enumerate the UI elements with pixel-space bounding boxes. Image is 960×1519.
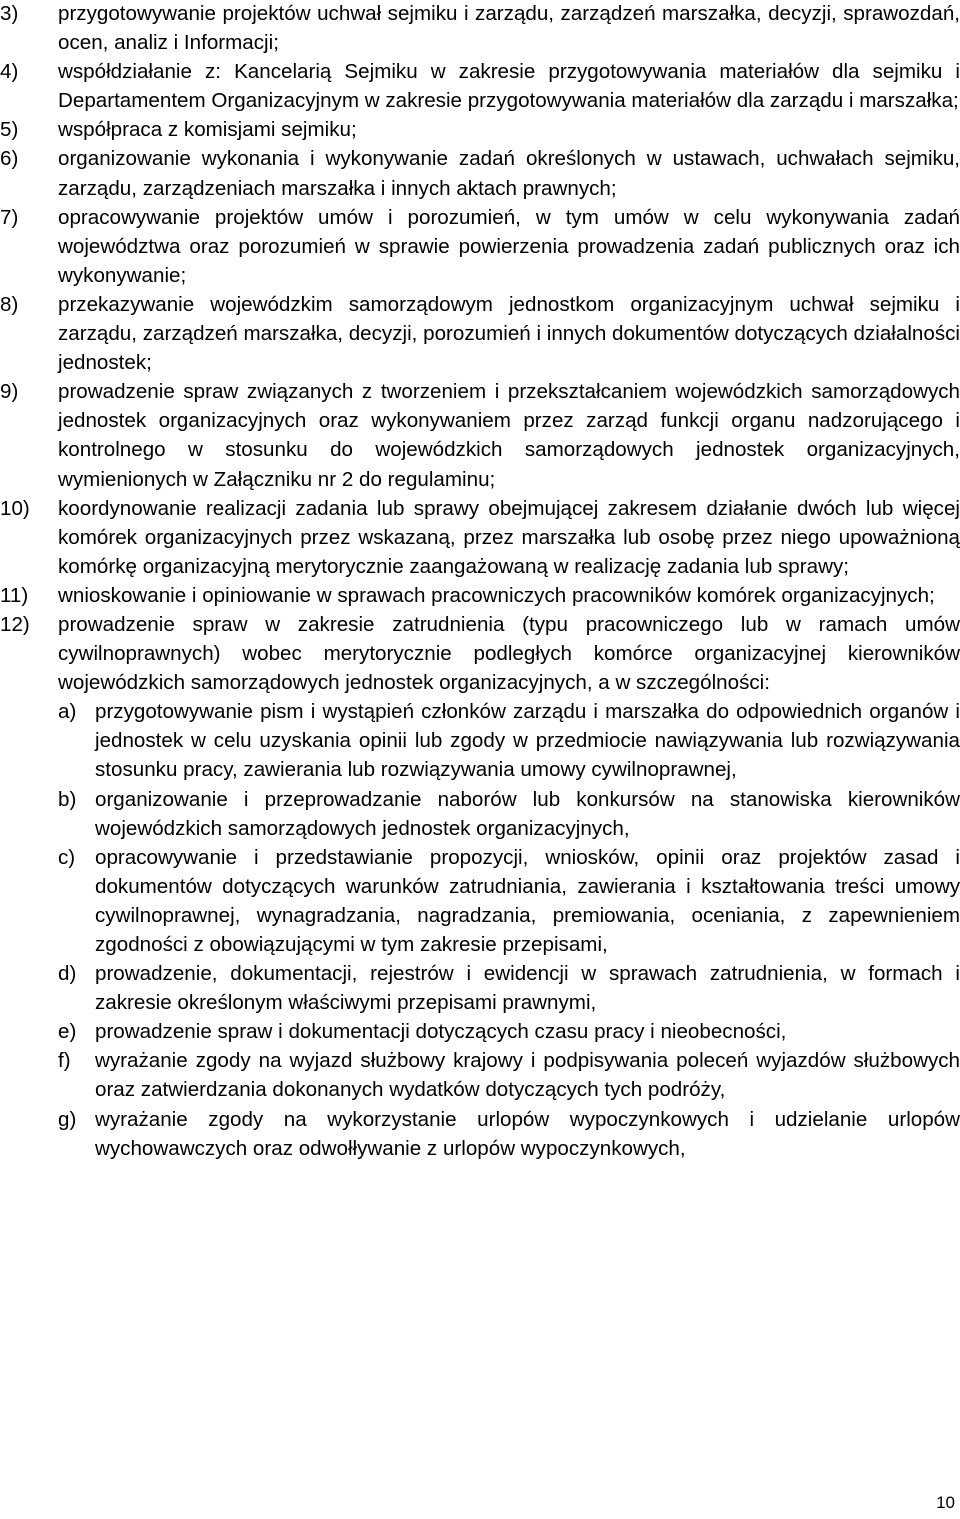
list-item-text: współdziałanie z: Kancelarią Sejmiku w zakresie przygotowywania materiałów dla sejmiku i Departamentem Organizacyjnym w zakresie przygotowywania materiałów dla zarządu i marszałka; bbox=[58, 60, 960, 113]
list-item-number: 5) bbox=[0, 118, 19, 142]
sublist-item-text: prowadzenie, dokumentacji, rejestrów i ewidencji w sprawach zatrudnienia, w formach i zakresie określonym właściwymi przepisami prawnymi, bbox=[95, 962, 960, 1015]
list-item-9 bbox=[0, 377, 960, 493]
list-item-body bbox=[58, 57, 960, 115]
sublist-item-c bbox=[58, 843, 960, 959]
list-item-text: organizowanie wykonania i wykonywanie zadań określonych w ustawach, uchwałach sejmiku, zarządu, zarządzeniach marszałka i innych aktach prawnych; bbox=[58, 147, 960, 200]
list-item-body bbox=[58, 144, 960, 202]
list-item-body bbox=[58, 581, 960, 610]
sublist-item-a bbox=[58, 697, 960, 784]
list-item-5 bbox=[0, 115, 960, 144]
list-item-7 bbox=[0, 203, 960, 290]
list-item-number: 4) bbox=[0, 60, 19, 84]
list-item-number: 8) bbox=[0, 292, 19, 316]
list-item-text: przekazywanie wojewódzkim samorządowym jednostkom organizacyjnym uchwał sejmiku i zarządu, zarządzeń marszałka, decyzji, porozumień i innych dokumentów dotyczących działalności jednostek; bbox=[58, 292, 960, 375]
list-item-number: 10) bbox=[0, 496, 30, 520]
sublist-item-label: a) bbox=[58, 700, 77, 724]
list-item-body bbox=[58, 494, 960, 581]
list-item-number: 6) bbox=[0, 147, 19, 171]
sublist-item-text: organizowanie i przeprowadzanie naborów lub konkursów na stanowiska kierowników wojewódzkich samorządowych jednostek organizacyjnych, bbox=[95, 787, 960, 840]
list-item-body bbox=[58, 0, 960, 57]
list-item-6 bbox=[0, 144, 960, 202]
list-item-11 bbox=[0, 581, 960, 610]
sublist-item-label: b) bbox=[58, 787, 77, 811]
sublist-item-f bbox=[58, 1046, 960, 1104]
list-item-text: przygotowywanie projektów uchwał sejmiku i zarządu, zarządzeń marszałka, decyzji, sprawozdań, ocen, analiz i Informacji; bbox=[58, 2, 960, 55]
list-item-number: 11) bbox=[0, 583, 29, 607]
list-item-text: prowadzenie spraw w zakresie zatrudnienia (typu pracowniczego lub w ramach umów cywilnoprawnych) wobec merytorycznie podległych komórce organizacyjnej kierowników wojewódzkich samorządowych jednostek organizacyjnych, a w szczególności: bbox=[58, 612, 960, 695]
list-item-text: współpraca z komisjami sejmiku; bbox=[58, 118, 357, 142]
sublist-item-g bbox=[58, 1105, 960, 1163]
list-item-body bbox=[58, 290, 960, 377]
list-item-body bbox=[58, 115, 960, 144]
sublist-item-label: d) bbox=[58, 962, 77, 986]
list-item-number: 9) bbox=[0, 380, 19, 404]
list-item-10 bbox=[0, 494, 960, 581]
list-item-number: 3) bbox=[0, 2, 19, 25]
list-item-text: prowadzenie spraw związanych z tworzeniem i przekształcaniem wojewódzkich samorządowych jednostek organizacyjnych oraz wykonywaniem przez zarząd funkcji organu nadzorującego i kontrolnego w stosunku do wojewódzkich samorządowych jednostek organizacyjnych, wymienionych w Załączniku nr 2 do regulaminu; bbox=[58, 380, 960, 491]
sublist-item-text: prowadzenie spraw i dokumentacji dotyczących czasu pracy i nieobecności, bbox=[95, 1020, 787, 1044]
sublist-item-text: opracowywanie i przedstawianie propozycji, wniosków, opinii oraz projektów zasad i dokumentów dotyczących warunków zatrudniania, zawierania i kształtowania treści umowy cywilnoprawnej, wynagradzania, nagradzania, premiowania, oceniania, z zapewnieniem zgodności z obowiązującymi w tym zakresie przepisami, bbox=[95, 845, 960, 956]
list-item-number: 7) bbox=[0, 205, 19, 229]
list-item-text: koordynowanie realizacji zadania lub sprawy obejmującej zakresem działanie dwóch lub więcej komórek organizacyjnych przez wskazaną, przez marszałka lub osobę przez niego upoważnioną komórkę organizacyjną merytorycznie zaangażowaną w realizację zadania lub sprawy; bbox=[58, 496, 960, 578]
list-item-3 bbox=[0, 0, 960, 57]
sublist-item-d bbox=[58, 959, 960, 1017]
sublist-item-label: f) bbox=[58, 1049, 71, 1073]
list-item-body bbox=[58, 203, 960, 290]
sublist-item-label: c) bbox=[58, 845, 76, 869]
list-item-4 bbox=[0, 57, 960, 115]
sublist-item-b bbox=[58, 785, 960, 843]
sublist-item-e bbox=[58, 1017, 960, 1046]
page-number: 10 bbox=[936, 1493, 955, 1512]
sublist-item-text: wyrażanie zgody na wykorzystanie urlopów wypoczynkowych i udzielanie urlopów wychowawczych oraz odwołływanie z urlopów wypoczynkowych, bbox=[95, 1107, 960, 1160]
sublist-item-text: przygotowywanie pism i wystąpień członków zarządu i marszałka do odpowiednich organów i jednostek w celu uzyskania opinii lub zgody w przedmiocie nawiązywania lub rozwiązywania stosunku pracy, zawierania lub rozwiązywania umowy cywilnoprawnej, bbox=[95, 700, 960, 782]
list-item-number: 12) bbox=[0, 612, 30, 636]
list-item-12 bbox=[0, 610, 960, 1163]
list-item-text: opracowywanie projektów umów i porozumień, w tym umów w celu wykonywania zadań województwa oraz porozumień w sprawie powierzenia prowadzenia zadań publicznych oraz ich wykonywanie; bbox=[58, 205, 960, 287]
list-item-8 bbox=[0, 290, 960, 377]
list-item-body bbox=[58, 377, 960, 493]
list-item-body bbox=[58, 610, 960, 1163]
sublist-item-text: wyrażanie zgody na wyjazd służbowy krajowy i podpisywania poleceń wyjazdów służbowych oraz zatwierdzania dokonanych wydatków dotyczących tych podróży, bbox=[95, 1049, 960, 1102]
list-item-text: wnioskowanie i opiniowanie w sprawach pracowniczych pracowników komórek organizacyjnych; bbox=[58, 583, 935, 607]
sublist-item-label: g) bbox=[58, 1107, 77, 1131]
sublist-item-label: e) bbox=[58, 1020, 77, 1044]
